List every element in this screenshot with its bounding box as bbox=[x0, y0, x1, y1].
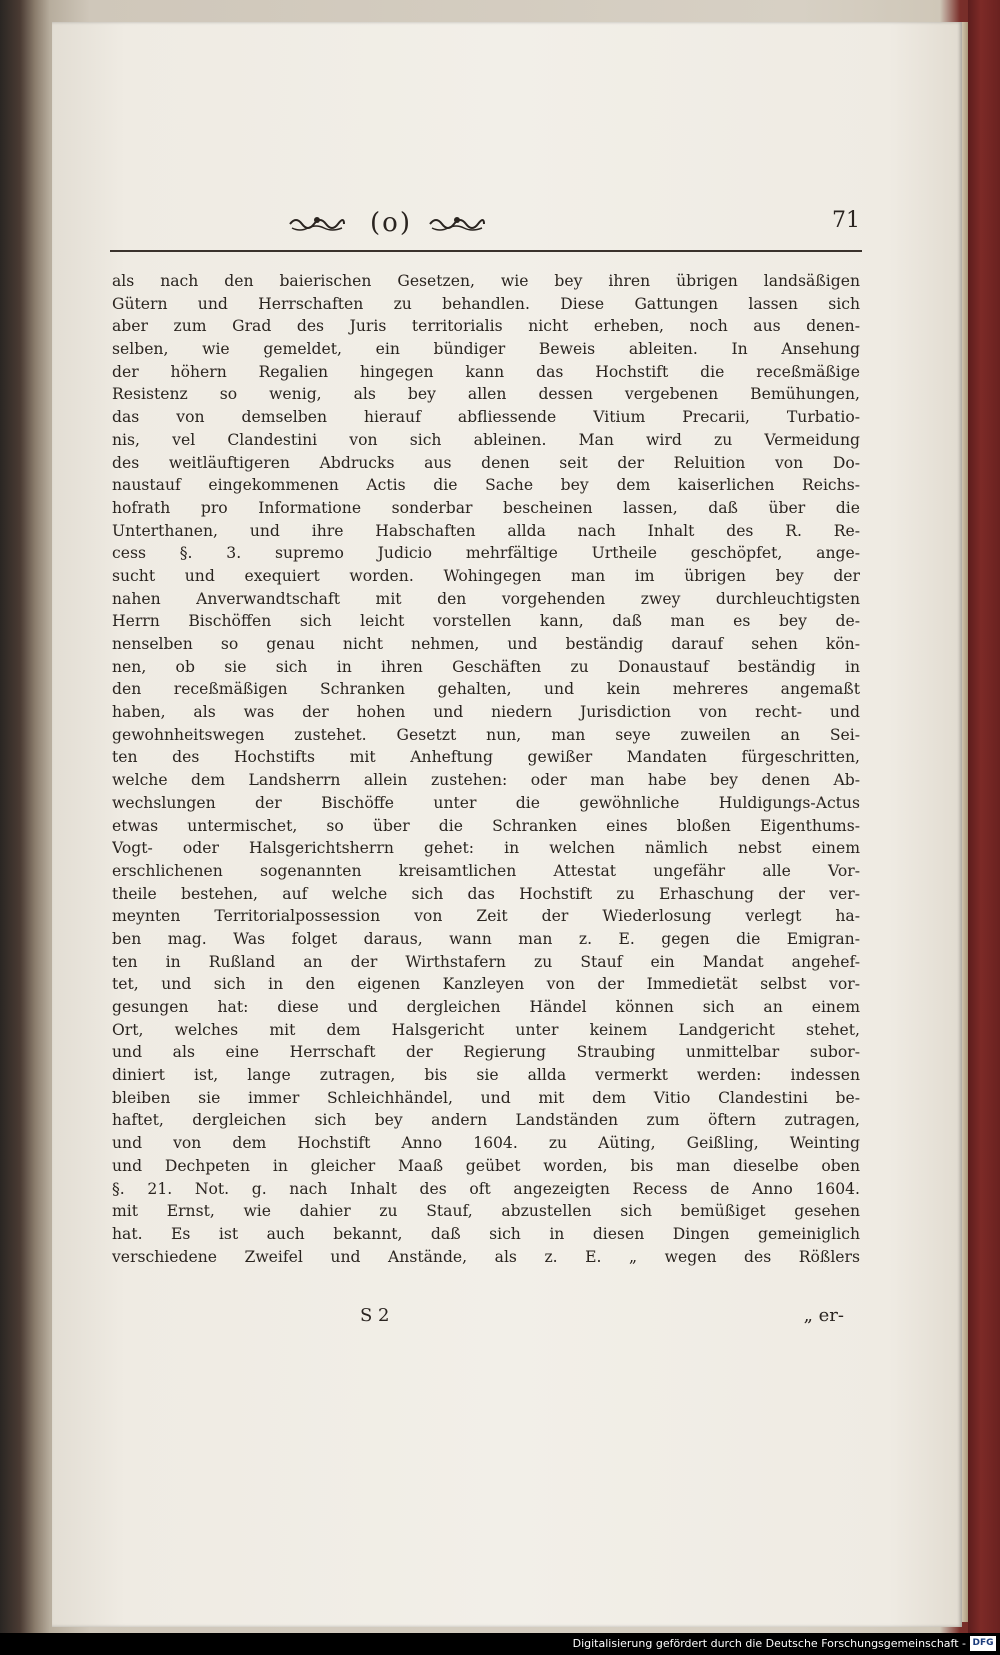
text-line: selben, wie gemeldet, ein bündiger Beweis ableiten. In Ansehung bbox=[112, 340, 860, 359]
binding-cover bbox=[968, 0, 1000, 1633]
text-line: des weitläuftigeren Abdrucks aus denen seit der Reluition von Do- bbox=[112, 453, 860, 472]
text-line: §. 21. Not. g. nach Inhalt des oft angezeigten Recess de Anno 1604. bbox=[112, 1179, 860, 1198]
text-line: und Dechpeten in gleicher Maaß geübet worden, bis man dieselbe oben bbox=[112, 1156, 860, 1175]
text-line: und als eine Herrschaft der Regierung Straubing unmittelbar subor- bbox=[112, 1043, 860, 1062]
text-line: bleiben sie immer Schleichhändel, und mit dem Vitio Clandestini be- bbox=[112, 1088, 860, 1107]
catchword: „ er- bbox=[803, 1305, 844, 1326]
text-line: theile bestehen, auf welche sich das Hochstift zu Erhaschung der ver- bbox=[112, 884, 860, 903]
text-line: etwas untermischet, so über die Schranken eines bloßen Eigenthums- bbox=[112, 816, 860, 835]
dfg-logo-icon: DFG bbox=[970, 1636, 996, 1651]
text-line: ten des Hochstifts mit Anheftung gewißer Mandaten fürgeschritten, bbox=[112, 748, 860, 767]
footer-signature: S 2 bbox=[360, 1305, 390, 1326]
text-line: verschiedene Zweifel und Anstände, als z. E. „ wegen des Rößlers bbox=[112, 1247, 860, 1266]
text-line: den receßmäßigen Schranken gehalten, und kein mehreres angemaßt bbox=[112, 680, 860, 699]
page-number: 71 bbox=[832, 208, 860, 233]
text-line: nis, vel Clandestini von sich ableinen. Man wird zu Vermeidung bbox=[112, 430, 860, 449]
text-line: Vogt- oder Halsgerichtsherrn gehet: in welchen nämlich nebst einem bbox=[112, 839, 860, 858]
page-header bbox=[110, 208, 860, 248]
text-line: cess §. 3. supremo Judicio mehrfältige Urtheile geschöpfet, ange- bbox=[112, 544, 860, 563]
body-text bbox=[112, 270, 860, 1268]
text-line: Herrn Bischöffen sich leicht vorstellen kann, daß man es bey de- bbox=[112, 612, 860, 631]
text-line: gesungen hat: diese und dergleichen Händel können sich an einem bbox=[112, 998, 860, 1016]
text-line: der höhern Regalien hingegen kann das Hochstift die receßmäßige bbox=[112, 362, 860, 381]
text-line: nahen Anverwandtschaft mit den vorgehenden zwey durchleuchtigsten bbox=[112, 589, 860, 608]
text-line: als nach den baierischen Gesetzen, wie bey ihren übrigen landsäßigen bbox=[112, 272, 860, 290]
text-line: sucht und exequiert worden. Wohingegen man im übrigen bey der bbox=[112, 566, 860, 585]
text-line: das von demselben hierauf abfliessende Vitium Precarii, Turbatio- bbox=[112, 408, 860, 427]
text-line: haftet, dergleichen sich bey andern Landständen zum öftern zutragen, bbox=[112, 1111, 860, 1130]
text-line: und von dem Hochstift Anno 1604. zu Aüting, Geißling, Weinting bbox=[112, 1134, 860, 1153]
text-line: Gütern und Herrschaften zu behandlen. Diese Gattungen lassen sich bbox=[112, 294, 860, 313]
text-line: ten in Rußland an der Wirthstafern zu Stauf ein Mandat angehef- bbox=[112, 952, 860, 971]
text-line: tet, und sich in den eigenen Kanzleyen von der Immedietät selbst vor- bbox=[112, 975, 860, 994]
text-line: mit Ernst, wie dahier zu Stauf, abzustellen sich bemüßiget gesehen bbox=[112, 1202, 860, 1221]
signature-mark: (o) bbox=[370, 208, 412, 238]
text-line: gewohnheitswegen zustehet. Gesetzt nun, man seye zuweilen an Sei- bbox=[112, 725, 860, 744]
text-line: aber zum Grad des Juris territorialis nicht erheben, noch aus denen- bbox=[112, 317, 860, 336]
credit-text: Digitalisierung gefördert durch die Deutsche Forschungsgemeinschaft - bbox=[572, 1637, 966, 1650]
text-line: meynten Territorialpossession von Zeit der Wiederlosung verlegt ha- bbox=[112, 907, 860, 926]
text-line: Ort, welches mit dem Halsgericht unter keinem Landgericht stehet, bbox=[112, 1020, 860, 1039]
text-line: hofrath pro Informatione sonderbar bescheinen lassen, daß über die bbox=[112, 498, 860, 517]
ornament-right-icon bbox=[428, 214, 486, 234]
header-rule bbox=[110, 250, 862, 252]
text-line: wechslungen der Bischöffe unter die gewöhnliche Huldigungs-Actus bbox=[112, 793, 860, 812]
text-line: Resistenz so wenig, als bey allen dessen vergebenen Bemühungen, bbox=[112, 385, 860, 404]
credit-bar bbox=[0, 1633, 1000, 1655]
text-line: erschlichenen sogenannten kreisamtlichen Attestat ungefähr alle Vor- bbox=[112, 861, 860, 880]
text-line: diniert ist, lange zutragen, bis sie allda vermerkt werden: indessen bbox=[112, 1066, 860, 1085]
text-line: nenselben so genau nicht nehmen, und beständig darauf sehen kön- bbox=[112, 635, 860, 653]
text-line: hat. Es ist auch bekannt, daß sich in diesen Dingen gemeiniglich bbox=[112, 1224, 860, 1243]
text-line: Unterthanen, und ihre Habschaften allda nach Inhalt des R. Re- bbox=[112, 521, 860, 540]
page-footer bbox=[110, 1305, 860, 1335]
text-line: ben mag. Was folget daraus, wann man z. E. gegen die Emigran- bbox=[112, 929, 860, 948]
text-line: welche dem Landsherrn allein zustehen: oder man habe bey denen Ab- bbox=[112, 771, 860, 790]
text-line: haben, als was der hohen und niedern Jurisdiction von recht- und bbox=[112, 703, 860, 722]
ornament-left-icon bbox=[288, 214, 346, 234]
text-line: naustauf eingekommenen Actis die Sache bey dem kaiserlichen Reichs- bbox=[112, 476, 860, 495]
text-line: nen, ob sie sich in ihren Geschäften zu Donaustauf beständig in bbox=[112, 657, 860, 676]
